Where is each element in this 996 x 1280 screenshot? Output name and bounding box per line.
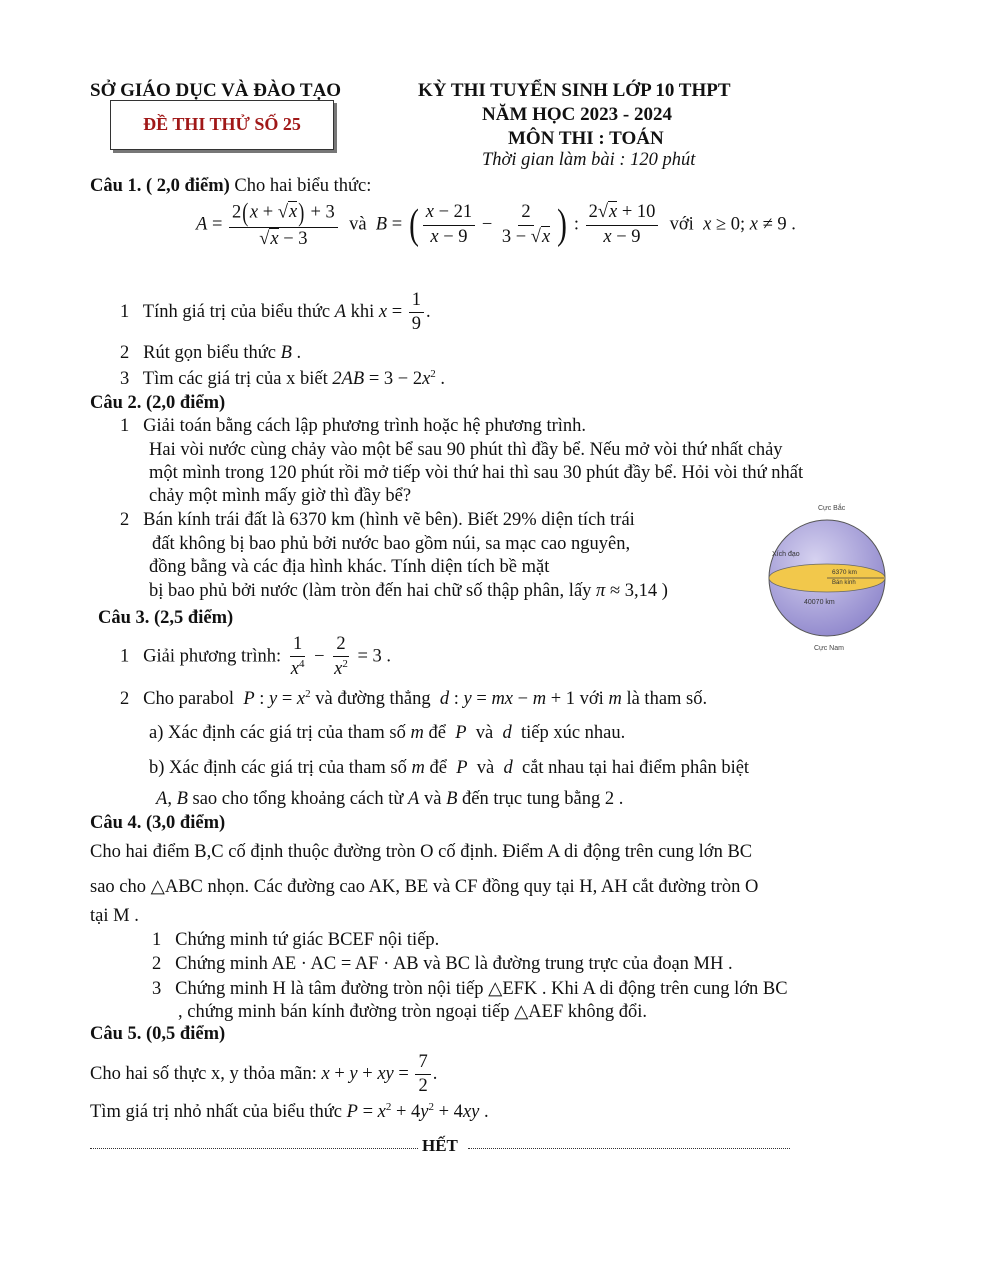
q3-item2: 2 Cho parabol P : $y = x^2$ và đường thẳng d : y = mx − m + 1 với m là tham số.	[120, 688, 708, 710]
q1-item2-num: 2	[120, 343, 130, 363]
q3-part-b-l2-tail: đến trục tung bằng 2 .	[462, 789, 624, 809]
q4-intro-l2: sao cho △ABC nhọn. Các đường cao AK, BE và CF đồng quy tại H, AH cắt đường tròn O	[90, 877, 759, 897]
q1-item2-text: Rút gọn biểu thức	[143, 343, 276, 363]
q1-item1-text: Tính giá trị của biểu thức	[142, 302, 331, 323]
q4-item3-l2: , chứng minh bán kính đường tròn ngoại tiếp △AEF không đổi.	[178, 1002, 648, 1022]
q3-part-a: a) Xác định các giá trị của tham số m để P và d tiếp xúc nhau.	[149, 723, 626, 743]
radius-value-label: 6370 km	[832, 569, 857, 576]
q4-item1-num: 1	[152, 930, 162, 950]
q2-item1-text: Giải toán bằng cách lập phương trình hoặc hệ phương trình.	[143, 416, 587, 436]
q3-item2-c: với	[579, 689, 604, 710]
q3-item2-a: Cho parabol	[143, 689, 235, 710]
q3-part-b-l2: A, B sao cho tổng khoảng cách từ A và B đến trục tung bằng 2 .	[156, 789, 624, 809]
south-pole-label: Cực Nam	[814, 645, 844, 652]
school-year: NĂM HỌC 2023 - 2024	[482, 104, 672, 125]
q3-item1: 1 Giải phương trình: $\frac{1}{x^4}$ − $\frac{2}{x^2}$ = 3 .	[120, 634, 392, 680]
q4-item1-text: Chứng minh tứ giác BCEF nội tiếp.	[175, 930, 440, 950]
equator-label: Xích đạo	[772, 551, 800, 558]
q2-item1-l4: chảy một mình mấy giờ thì đầy bể?	[149, 486, 412, 506]
q4-item1	[152, 930, 439, 951]
q1-intro: Cho hai biểu thức:	[234, 176, 372, 196]
department-name: SỞ GIÁO DỤC VÀ ĐÀO TẠO	[90, 80, 342, 101]
q5-line2-text: Tìm giá trị nhỏ nhất của biểu thức	[90, 1102, 342, 1123]
q5-line1: Cho hai số thực x, y thỏa mãn: x + y + xy = $\frac{7}{2}$ .	[90, 1052, 438, 1097]
q2-item2-l1	[120, 510, 635, 531]
q3-part-b: b) Xác định các giá trị của tham số m để P và d cắt nhau tại hai điểm phân biệt	[149, 758, 750, 778]
q2-item1-num: 1	[120, 416, 130, 436]
north-pole-label: Cực Bắc	[818, 505, 846, 512]
q3-item1-text: Giải phương trình:	[143, 646, 282, 667]
q2-item1-l1	[120, 416, 586, 437]
q4-intro-l3: tại M .	[90, 906, 139, 926]
q2-item2-l4-text: bị bao phủ bởi nước (làm tròn đến hai chữ số thập phân, lấy	[149, 581, 592, 601]
q4-item3-text: Chứng minh H là tâm đường tròn nội tiếp △EFK . Khi A di động trên cung lớn BC	[175, 979, 788, 999]
q2-item1-l3: một mình trong 120 phút rồi mở tiếp vòi thứ hai thì sau 30 phút đầy bể. Hỏi vòi thứ nhất	[149, 463, 804, 483]
q2-item2-num: 2	[120, 510, 130, 530]
earth-globe-figure	[762, 498, 892, 654]
q3-part-a-tail: tiếp xúc nhau.	[520, 723, 626, 743]
q4-item2	[152, 954, 733, 975]
q1-item2: 2 Rút gọn biểu thức B .	[120, 343, 302, 363]
q2-item2-l4: bị bao phủ bởi nước (làm tròn đến hai chữ số thập phân, lấy π ≈ 3,14 )	[149, 581, 668, 601]
q1-heading	[90, 176, 371, 197]
end-dots-right	[468, 1148, 790, 1149]
q3-part-a-text: a) Xác định các giá trị của tham số	[149, 723, 406, 743]
duration: Thời gian làm bài : 120 phút	[482, 150, 696, 170]
circumference-label: 40070 km	[804, 599, 835, 606]
q1-item3-text: Tìm các giá trị của x biết	[142, 369, 328, 390]
q1-item3: 3 Tìm các giá trị của x biết $2AB = 3 - 2x^2$ .	[120, 368, 446, 390]
q1-expressions: A = $\frac{2(x + √x) + 3}{√x - 3}$ và B = ( $\frac{x - 21}{x - 9}$ − $\frac{2}{3 - √x}$ ) : $\frac{2√x + 10}{x - 9}$ với x ≥ 0; x ≠ 9 .	[196, 198, 796, 249]
q1-title: Câu 1. ( 2,0 điểm)	[90, 176, 230, 196]
subject: MÔN THI : TOÁN	[508, 128, 664, 149]
q3-title: Câu 3. (2,5 điểm)	[98, 608, 234, 628]
q3-part-b-l2-text: sao cho tổng khoảng cách từ	[192, 789, 404, 809]
q3-item2-b: và đường thẳng	[315, 689, 431, 710]
q4-item2-text: Chứng minh AE · AC = AF · AB và BC là đường trung trực của đoạn MH .	[175, 954, 733, 974]
q1-item3-num: 3	[120, 369, 130, 390]
q2-title: Câu 2. (2,0 điểm)	[90, 393, 226, 413]
q2-item2-l3: đồng bằng và các địa hình khác. Tính diện tích bề mặt	[149, 557, 550, 577]
q2-item2-l2: đất không bị bao phủ bởi nước bao gồm núi, sa mạc cao nguyên,	[152, 534, 631, 554]
exam-code-box: ĐỀ THI THỬ SỐ 25	[110, 100, 334, 150]
q5-line2: Tìm giá trị nhỏ nhất của biểu thức $P = x^2 + 4y^2 + 4xy$ .	[90, 1101, 489, 1123]
q4-item3	[152, 978, 788, 1000]
q3-item1-num: 1	[120, 646, 130, 667]
q3-part-b-tail: cắt nhau tại hai điểm phân biệt	[522, 758, 750, 778]
q2-item2-text: Bán kính trái đất là 6370 km (hình vẽ bên). Biết 29% diện tích trái	[143, 510, 635, 530]
q4-item2-num: 2	[152, 954, 162, 974]
q3-part-b-text: b) Xác định các giá trị của tham số	[149, 758, 407, 778]
q5-title: Câu 5. (0,5 điểm)	[90, 1024, 226, 1044]
q2-item1-l2: Hai vòi nước cùng chảy vào một bể sau 90 phút thì đầy bể. Nếu mở vòi thứ nhất chảy	[149, 440, 783, 460]
end-label: HẾT	[422, 1136, 458, 1155]
end-dots-left	[90, 1148, 418, 1149]
q1-item1: 1 Tính giá trị của biểu thức A khi x = $\frac{1}{9}$ .	[120, 290, 431, 335]
q4-title: Câu 4. (3,0 điểm)	[90, 813, 226, 833]
exam-title: KỲ THI TUYỂN SINH LỚP 10 THPT	[418, 80, 731, 101]
q4-intro-l1: Cho hai điểm B,C cố định thuộc đường tròn O cố định. Điểm A di động trên cung lớn BC	[90, 842, 753, 862]
radius-caption-label: Bán kính	[832, 580, 856, 586]
q1-item1-num: 1	[120, 302, 130, 323]
q3-item2-num: 2	[120, 689, 130, 710]
q3-item2-d: là tham số.	[626, 689, 708, 710]
q5-line1-text: Cho hai số thực x, y thỏa mãn:	[90, 1064, 317, 1085]
q4-item3-num: 3	[152, 979, 162, 999]
